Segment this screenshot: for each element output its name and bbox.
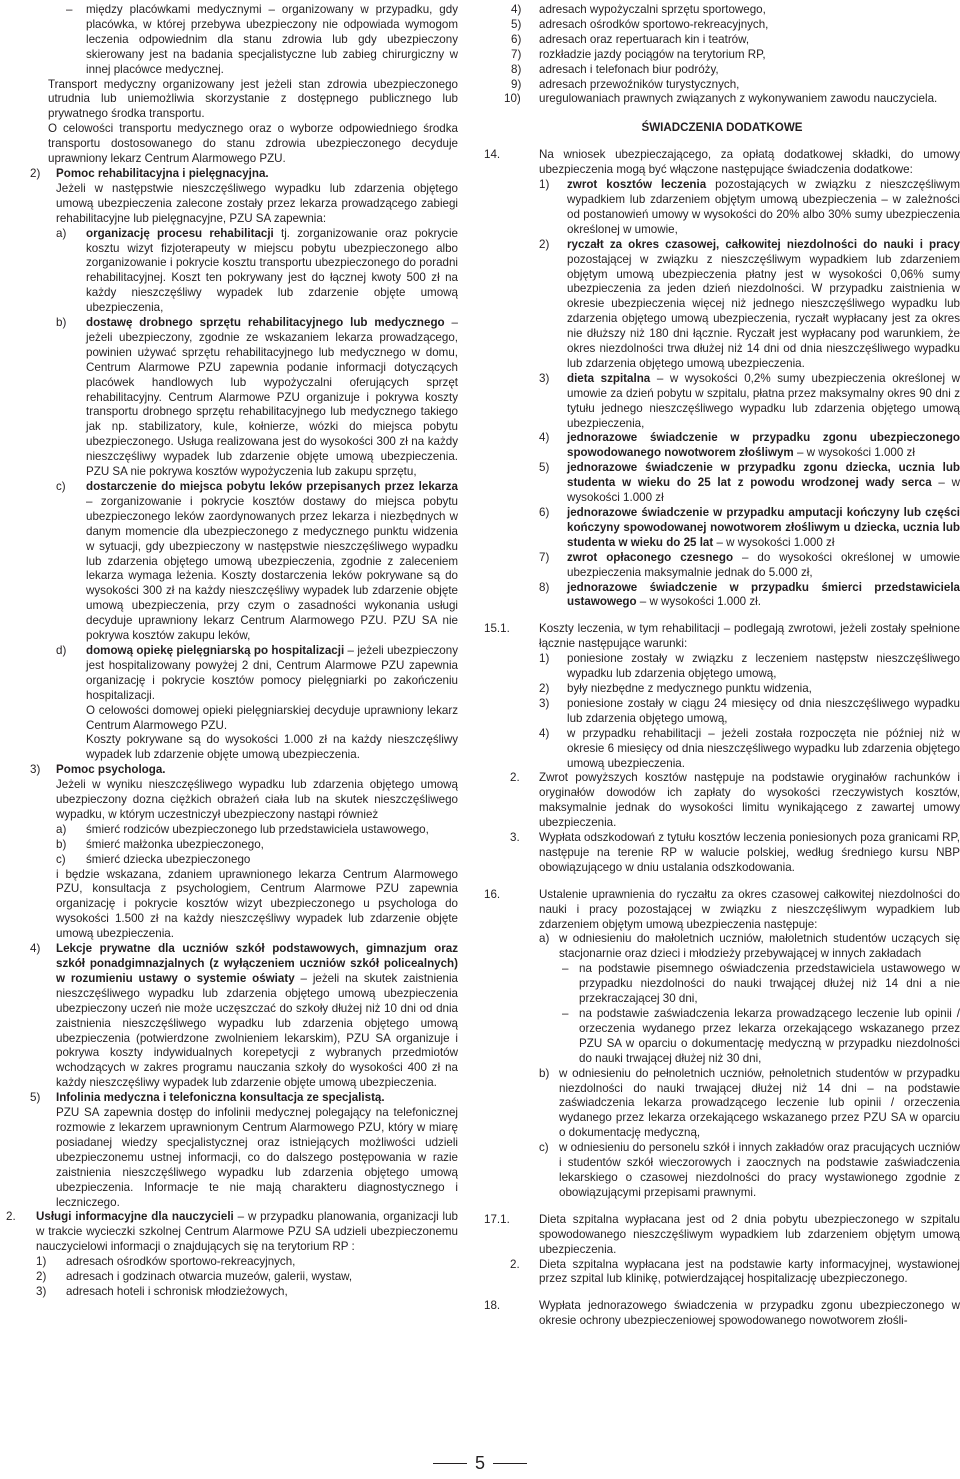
paragraph-text: adresach wypożyczalni sprzętu sportowego,	[539, 3, 766, 16]
list-marker: 5)	[511, 17, 522, 31]
paragraph	[6, 763, 458, 778]
list-marker: 4)	[539, 431, 550, 445]
list-marker: 2)	[30, 166, 41, 180]
list-marker: 2)	[539, 237, 550, 251]
list-marker: d)	[56, 643, 67, 657]
list-marker: –	[66, 3, 73, 16]
paragraph	[484, 727, 960, 772]
paragraph-text: rozkładzie jazdy pociągów na terytorium RP,	[539, 47, 766, 61]
list-marker: 5)	[30, 1091, 41, 1105]
paragraph	[6, 167, 458, 182]
paragraph	[484, 18, 960, 33]
paragraph	[6, 1210, 458, 1255]
list-marker: 8)	[511, 62, 522, 76]
paragraph	[484, 238, 960, 372]
paragraph-text: adresach i telefonach biur podróży,	[539, 62, 719, 76]
list-marker: b)	[539, 1066, 550, 1080]
paragraph	[6, 823, 458, 838]
list-marker: b)	[56, 837, 67, 851]
list-marker: 9)	[511, 77, 522, 91]
left-column	[6, 3, 458, 1300]
paragraph	[484, 1007, 960, 1067]
list-marker: 2.	[510, 771, 520, 785]
paragraph-text: Transport medyczny organizowany jest jeżeli stan zdrowia ubezpieczonego utrudnia lub uniemożliwia skorzystanie z dostępnego publicznego lub prywatnego środka transportu.	[48, 77, 458, 121]
list-marker: 1)	[539, 652, 550, 666]
paragraph	[6, 704, 458, 734]
paragraph-text: poniesione zostały w związku z leczeniem następstw nieszczęśliwego wypadku lub zdarzenia objętego umową,	[567, 652, 960, 681]
bold-term: organizację procesu rehabilitacji	[86, 226, 274, 240]
right-main-list	[484, 148, 960, 1329]
list-marker: c)	[56, 480, 66, 493]
paragraph	[6, 3, 458, 78]
paragraph	[6, 1270, 458, 1285]
paragraph	[484, 831, 960, 876]
paragraph-text: – do wysokości określonej w umowie ubezpieczenia maksymalnie jednak do 5.000 zł,	[567, 550, 960, 579]
list-marker: 3.	[510, 831, 520, 845]
paragraph	[6, 644, 458, 704]
paragraph-text: – jeżeli ubezpieczony jest hospitalizowany powyżej 2 dni, Centrum Alarmowe PZU zapewnia organizację i pokrycie kosztów pomocy pielęgniarki po zakończeniu hospitalizacji.	[86, 643, 458, 702]
paragraph	[484, 771, 960, 831]
paragraph-text: – w wysokości 1.000 zł	[793, 446, 915, 460]
bold-term: Lekcje prywatne dla uczniów szkół podstawowych, gimnazjum oraz szkół ponadgimnazjalnych (z wyłączeniem uczniów szkół policealnych) w rozumieniu ustawy o systemie oświaty	[56, 942, 458, 985]
paragraph	[6, 942, 458, 1091]
paragraph	[6, 480, 458, 644]
paragraph	[484, 372, 960, 432]
paragraph-text: między placówkami medycznymi – organizowany w przypadku, gdy placówka, w której przebywa ubezpieczony nie odpowiada wymogom leczenia odpowiednim dla stanu zdrowia lub gdy ubezpieczony skierowany jest na badania specjalistyczne lub zabieg chirurgiczny w innej placówce medycznej.	[86, 3, 458, 76]
paragraph-text: Dieta szpitalna wypłacana jest od 2 dnia pobytu ubezpieczonego w szpitalu spowodowanego nieszczęśliwym wypadkiem lub zdarzeniem objętym umową ubezpieczenia.	[539, 1212, 960, 1256]
paragraph	[6, 868, 458, 943]
paragraph-text: Jeżeli w wyniku nieszczęśliwego wypadku lub zdarzenia objętego umową ubezpieczony dozna ciężkich obrażeń ciała lub na skutek nieszczęśliwego wypadku, w którym uczestniczył ubezpieczony nastąpi również	[56, 778, 458, 821]
paragraph-text: śmierć małżonka ubezpieczonego,	[86, 837, 264, 851]
paragraph	[484, 33, 960, 48]
bold-term: zwrot opłaconego czesnego	[567, 550, 734, 564]
paragraph-text: – w wysokości 0,2% sumy ubezpieczenia określonej w umowie za dzień pobytu w szpitalu, płatna przez maksymalny okres 90 dni z tytułu jednego nieszczęśliwego wypadku lub zdarzenia objętego umową ubezpieczenia,	[567, 371, 960, 430]
paragraph	[484, 622, 960, 652]
list-marker: 1)	[539, 178, 550, 192]
paragraph	[6, 1285, 458, 1300]
bold-term: Pomoc psychologa.	[56, 763, 166, 777]
bold-term: ryczałt za okres czasowej, całkowitej niezdolności do nauki i pracy	[567, 237, 960, 251]
paragraph-text: O celowości domowej opieki pielęgniarskiej decyduje uprawniony lekarz Centrum Alarmowego PZU.	[86, 703, 458, 732]
paragraph	[484, 78, 960, 93]
paragraph	[484, 461, 960, 506]
list-marker: a)	[56, 226, 67, 240]
right-column	[484, 3, 960, 1329]
paragraph	[484, 1141, 960, 1201]
paragraph-text: w odniesieniu do personelu szkół i innych zakładów oraz pracujących uczniów i studentów szkół wieczorowych i zaocznych na podstawie zaświadczenia lekarskiego o czasowej niezdolności do pracy wystawionego zgodnie z obowiązującymi przepisami prawnymi.	[559, 1141, 960, 1199]
paragraph	[484, 682, 960, 697]
list-marker: 17.1.	[484, 1212, 510, 1226]
paragraph-text: Zwrot powyższych kosztów następuje na podstawie oryginałów rachunków i oryginałów dowodów ich zapłaty do wysokości rzeczywistych kosztów, maksymalnie jednak do wysokości limitu wynikającego z zawartej umowy ubezpieczenia.	[539, 771, 960, 830]
list-marker: 15.1.	[484, 622, 510, 636]
list-marker: 4)	[539, 726, 550, 740]
paragraph	[484, 1299, 960, 1329]
paragraph-text: Na wniosek ubezpieczającego, za opłatą dodatkowej składki, do umowy ubezpieczenia mogą być włączone następujące świadczenia dodatkowe:	[539, 148, 960, 177]
paragraph-text: adresach oraz repertuarach kin i teatrów,	[539, 32, 750, 46]
paragraph	[484, 962, 960, 1007]
paragraph-text: śmierć rodziców ubezpieczonego lub przedstawiciela ustawowego,	[86, 822, 429, 836]
list-marker: 8)	[539, 580, 550, 594]
list-marker: 5)	[539, 461, 550, 475]
paragraph-text: Dieta szpitalna wypłacana jest na podstawie karty informacyjnej, wystawionej przez szpital lub klinikę, potwierdzającej hospitalizację ubezpieczonego.	[539, 1257, 960, 1286]
paragraph	[6, 1255, 458, 1270]
paragraph-text: uregulowaniach prawnych związanych z wykonywaniem zawodu nauczyciela.	[539, 92, 938, 106]
paragraph-text: adresach ośrodków sportowo-rekreacyjnych,	[66, 1255, 296, 1269]
paragraph-text: Ustalenie uprawnienia do ryczałtu za okres czasowej całkowitej niezdolności do nauki i pracy pozostającej w związku z nieszczęśliwym wypadkiem lub zdarzeniem objętym umową ubezpieczenia następuje:	[539, 887, 960, 931]
paragraph	[484, 506, 960, 551]
bold-term: dostarczenie do miejsca pobytu leków przepisanych przez lekarza	[86, 480, 458, 493]
paragraph-text: Koszty leczenia, w tym rehabilitacji – podlegają zwrotowi, jeżeli zostały spełnione łącznie następujące warunki:	[539, 622, 960, 651]
paragraph-text: śmierć dziecka ubezpieczonego	[86, 852, 251, 866]
paragraph-text: adresach i godzinach otwarcia muzeów, galerii, wystaw,	[66, 1270, 353, 1284]
bold-term: Usługi informacyjne dla nauczycieli	[36, 1210, 234, 1224]
paragraph-text: na podstawie zaświadczenia lekarza prowadzącego leczenie lub opinii / orzeczenia wydanego przez lekarza orzekającego wskazanego przez PZU SA w oparciu o dokumentację medyczną w przypadku niezdolności do nauki trwającej dłużej niż 30 dni,	[579, 1007, 960, 1065]
paragraph	[484, 92, 960, 107]
list-marker: 6)	[539, 506, 550, 519]
spacer	[484, 610, 960, 622]
list-marker: 2.	[510, 1257, 520, 1271]
paragraph	[6, 78, 458, 123]
spacer	[484, 1287, 960, 1299]
spacer	[484, 876, 960, 888]
paragraph	[484, 888, 960, 933]
paragraph	[484, 1067, 960, 1142]
paragraph-text: Jeżeli w następstwie nieszczęśliwego wypadku lub zdarzenia objętego umową ubezpieczenia zalecone zostały przez lekarza prowadzącego zabiegi rehabilitacyjne lub pielęgnacyjne, PZU SA zapewnia:	[56, 181, 458, 225]
list-marker: c)	[539, 1141, 549, 1155]
list-marker: 4)	[511, 3, 522, 16]
list-marker: –	[562, 962, 569, 976]
paragraph-text: PZU SA zapewnia dostęp do infolinii medycznej polegający na telefonicznej rozmowie z lekarzem uprawnionym Centrum Alarmowego PZU, który w miarę posiadanej wiedzy specjalistycznej oraz istniejących możliwości udzieli ubezpieczonemu ustnej informacji, co do dalszego postępowania w razie zaistnienia nieszczęśliwego wypadku lub zdarzenia objętego umową ubezpieczenia. Informacje te nie mają charakteru diagnostycznego i leczniczego.	[56, 1106, 458, 1209]
paragraph-text: adresach ośrodków sportowo-rekreacyjnych,	[539, 17, 769, 31]
list-marker: 18.	[484, 1299, 501, 1313]
list-marker: 6)	[511, 32, 522, 46]
paragraph	[484, 1258, 960, 1288]
list-marker: 2.	[6, 1210, 16, 1224]
paragraph	[484, 63, 960, 78]
list-marker: 10)	[504, 92, 521, 106]
footer-rule-right	[493, 1463, 527, 1464]
paragraph-text: Wypłata odszkodowań z tytułu kosztów leczenia poniesionych poza granicami RP, następuje na terenie RP w walucie polskiej, według średniego kursu NBP obowiązującego w dniu ustalania odszkodowania.	[539, 831, 960, 874]
paragraph	[6, 853, 458, 868]
bold-term: Pomoc rehabilitacyjna i pielęgnacyjna.	[56, 166, 269, 180]
paragraph	[6, 227, 458, 316]
paragraph	[6, 778, 458, 823]
paragraph-text: – w wysokości 1.000 zł	[713, 535, 835, 549]
paragraph-text: pozostających w związku z nieszczęśliwym wypadkiem lub zdarzeniem objętym umową ubezpieczenia – w zależności od postanowień umowy w wysokości do 20% albo 30% sumy ubezpieczenia określonej w umowie,	[567, 178, 960, 236]
right-top-list	[484, 3, 960, 107]
paragraph-text: – w wysokości 1.000 zł.	[636, 595, 761, 609]
list-marker: a)	[56, 822, 67, 836]
paragraph-text: w odniesieniu do małoletnich uczniów, małoletnich studentów uczących się stacjonarnie oraz dzieci i młodzieży przebywającej w innych zakładach	[559, 932, 960, 961]
paragraph	[6, 733, 458, 763]
paragraph-text: – zorganizowanie i pokrycie kosztów dostawy do miejsca pobytu ubezpieczonego leków zaordynowanych przez lekarza i niezbędnych w danym momencie dla ubezpieczonego z medycznego punktu widzenia w sytuacji, gdy ubezpieczony w następstwie nieszczęśliwego wypadku lub zdarzenia objętego umową ubezpieczenia, zgodnie z zaleceniem lekarza wymaga leżenia. Koszty dostarczenia leków pokrywane są do wysokości 300 zł na każdy nieszczęśliwy wypadek lub zdarzenie objęte umową ubezpieczenia, przy czym o zasadności wykonania usługi decyduje uprawniony lekarz Centrum Alarmowego PZU. PZU SA nie pokrywa kosztów zakupu leków,	[86, 494, 458, 643]
bold-term: jednorazowe świadczenie w przypadku zgonu ubezpieczonego spowodowanego nowotworem złośliwym	[567, 431, 960, 460]
paragraph	[484, 3, 960, 18]
bold-term: zwrot kosztów leczenia	[567, 178, 707, 192]
paragraph-text: były niezbędne z medycznego punktu widzenia,	[567, 681, 812, 695]
paragraph	[484, 697, 960, 727]
paragraph-text: Koszty pokrywane są do wysokości 1.000 zł na każdy nieszczęśliwy wypadek lub zdarzenie objęte umową ubezpieczenia.	[86, 733, 458, 762]
list-marker: 7)	[511, 47, 522, 61]
paragraph	[484, 178, 960, 238]
footer-rule-left	[433, 1463, 467, 1464]
paragraph-text: i będzie wskazana, zdaniem uprawnionego lekarza Centrum Alarmowego PZU, konsultacja z psychologiem, Centrum Alarmowe PZU zapewnia organizację i pokrycie kosztów wizyt ubezpieczonego u psychologa do wysokości 1.500 zł na każdy nieszczęśliwy wypadek lub zdarzenie objęte umową ubezpieczenia.	[56, 867, 458, 941]
paragraph	[484, 581, 960, 611]
paragraph-text: w przypadku rehabilitacji – jeżeli została rozpoczęta nie później niż w okresie 6 miesięcy od dnia nieszczęśliwego wypadku lub zdarzenia objętego umową ubezpieczenia.	[567, 726, 960, 770]
list-marker: 3)	[36, 1284, 47, 1298]
paragraph-text: pozostającej w związku z nieszczęśliwym wypadkiem lub zdarzeniem objętym umową ubezpieczenia płatny jest w wysokości 0,06% sumy ubezpieczenia za jeden dzień niezdolności. W przypadku zaistnienia w okresie ubezpieczenia więcej niż jednego nieszczęśliwego wypadku lub zdarzenia objętego umową ubezpieczenia, ryczałt wypłacany jest za okres nie dłuższy niż 180 dni łącznie. Ryczałt jest wypłacany pod warunkiem, że okres niezdolności trwa dłużej niż 14 dni od dnia nieszczęśliwego wypadku lub zdarzenia objętego umową ubezpieczenia.	[567, 252, 960, 370]
paragraph-text: w odniesieniu do pełnoletnich uczniów, pełnoletnich studentów w przypadku niezdolności do nauki trwającej dłużej niż 14 dni – na podstawie zaświadczenia lekarza prowadzącego leczenie lub opinii / orzeczenia wydanego przez lekarza orzekającego wskazanego przez PZU SA w oparciu o dokumentację medyczną,	[559, 1066, 960, 1140]
bold-term: jednorazowe świadczenie w przypadku amputacji kończyny lub części kończyny spowodowanej nowotworem złośliwym u dziecka, ucznia lub studenta w wieku do 25 lat	[567, 506, 960, 549]
paragraph	[6, 838, 458, 853]
paragraph	[484, 431, 960, 461]
paragraph-text: poniesione zostały w ciągu 24 miesięcy od dnia nieszczęśliwego wypadku lub zdarzenia objętego umową,	[567, 696, 960, 725]
paragraph	[6, 1091, 458, 1106]
list-marker: 2)	[36, 1270, 47, 1284]
spacer	[484, 1201, 960, 1213]
list-marker: 7)	[539, 550, 550, 564]
paragraph-text: adresach przewoźników turystycznych,	[539, 77, 740, 91]
bold-term: jednorazowe świadczenie w przypadku śmierci przedstawiciela ustawowego	[567, 580, 960, 609]
paragraph	[6, 1106, 458, 1210]
bold-term: domową opiekę pielęgniarską po hospitalizacji	[86, 643, 345, 657]
paragraph	[6, 182, 458, 227]
paragraph-text: Wypłata jednorazowego świadczenia w przypadku zgonu ubezpieczonego w okresie ochrony ubezpieczeniowej spowodowanego nowotworem złośli-	[539, 1299, 960, 1328]
bold-term: dostawę drobnego sprzętu rehabilitacyjnego lub medycznego	[86, 316, 445, 330]
paragraph	[484, 1213, 960, 1258]
list-marker: 2)	[539, 681, 550, 695]
paragraph	[484, 932, 960, 962]
list-marker: 3)	[539, 696, 550, 710]
paragraph-text: – w wysokości 1.000 zł	[567, 476, 960, 505]
page-footer	[0, 1453, 960, 1473]
bold-term: Infolinia medyczna i telefoniczna konsultacja ze specjalistą.	[56, 1091, 385, 1105]
paragraph	[484, 48, 960, 63]
list-marker: 16.	[484, 887, 501, 901]
list-marker: b)	[56, 316, 67, 330]
section-heading: ŚWIADCZENIA DODATKOWE	[641, 121, 803, 135]
list-marker: –	[562, 1007, 569, 1020]
bold-term: jednorazowe świadczenie w przypadku zgonu dziecka, ucznia lub studenta w wieku do 25 lat z powodu wrodzonej wady serca	[567, 461, 960, 490]
list-marker: 14.	[484, 148, 501, 162]
list-marker: a)	[539, 932, 550, 946]
list-marker: 4)	[30, 942, 41, 956]
bold-term: dieta szpitalna	[567, 371, 651, 385]
list-marker: 3)	[30, 763, 41, 777]
paragraph-text: tj. zorganizowanie oraz pokrycie kosztu wizyt fizjoterapeuty w miejscu pobytu ubezpieczonego albo zorganizowanie i pokrycie kosztu transportu ubezpieczonego do poradni rehabilitacyjnej. Koszt ten pokrywany jest do łącznej kwoty 500 zł na każdy nieszczęśliwy wypadek lub zdarzenie objęte umową ubezpieczenia,	[86, 226, 458, 315]
paragraph	[484, 551, 960, 581]
paragraph-text: – jeżeli na skutek zaistnienia nieszczęśliwego wypadku lub zdarzenia objętego umową ubezpieczenia ubezpieczony uczeń nie może uczęszczać do szkoły dłużej niż 10 dni od dnia zaistnienia nieszczęśliwego wypadku lub zdarzenia objętego umową ubezpieczenia (potwierdzone zwolnieniem lekarskim), PZU SA organizuje i pokrywa koszty indywidualnych korepetycji z wybranych przedmiotów wchodzących w zakres programu nauczania szkoły do wysokości 400 zł na każdy nieszczęśliwy wypadek lub zdarzenie objęte umową ubezpieczenia.	[56, 971, 458, 1090]
page-number: 5	[474, 1453, 485, 1473]
paragraph	[484, 148, 960, 178]
paragraph	[484, 652, 960, 682]
list-marker: c)	[56, 852, 66, 866]
paragraph	[6, 122, 458, 167]
paragraph	[6, 316, 458, 480]
paragraph-text: adresach hoteli i schronisk młodzieżowych,	[66, 1284, 288, 1298]
list-marker: 1)	[36, 1255, 47, 1269]
paragraph-text: – w przypadku planowania, organizacji lub w trakcie wycieczki szkolnej Centrum Alarmowe PZU SA udzieli ubezpieczonemu nauczycielowi informacji o znajdujących się na terytorium RP :	[36, 1210, 458, 1254]
paragraph-text: na podstawie pisemnego oświadczenia przedstawiciela ustawowego w przypadku niezdolności do nauki trwającej dłużej niż 14 dni a nie przekraczającej 30 dni,	[579, 962, 960, 1006]
list-marker: 3)	[539, 371, 550, 385]
paragraph-text: O celowości transportu medycznego oraz o wyborze odpowiedniego środka transportu dostosowanego do stanu zdrowia ubezpieczonego decyduje uprawniony lekarz Centrum Alarmowego PZU.	[48, 122, 458, 166]
paragraph-text: – jeżeli ubezpieczony, zgodnie ze wskazaniem lekarza prowadzącego, powinien używać sprzętu rehabilitacyjnego lub medycznego w domu, Centrum Alarmowe PZU zapewnia podanie informacji dotyczących placówek handlowych lub wypożyczalni oferujących sprzęt rehabilitacyjny. Centrum Alarmowe PZU organizuje i pokrywa koszty transportu drobnego sprzętu rehabilitacyjnego lub medycznego takiego jak np. stabilizatory, kule, kołnierze, wózki do miejsca pobytu ubezpieczonego. Usługa realizowana jest do wysokości 300 zł na każdy nieszczęśliwy wypadek lub zdarzenie objęte umową ubezpieczenia. PZU SA nie pokrywa kosztów wypożyczenia lub zakupu sprzętu,	[86, 316, 459, 479]
